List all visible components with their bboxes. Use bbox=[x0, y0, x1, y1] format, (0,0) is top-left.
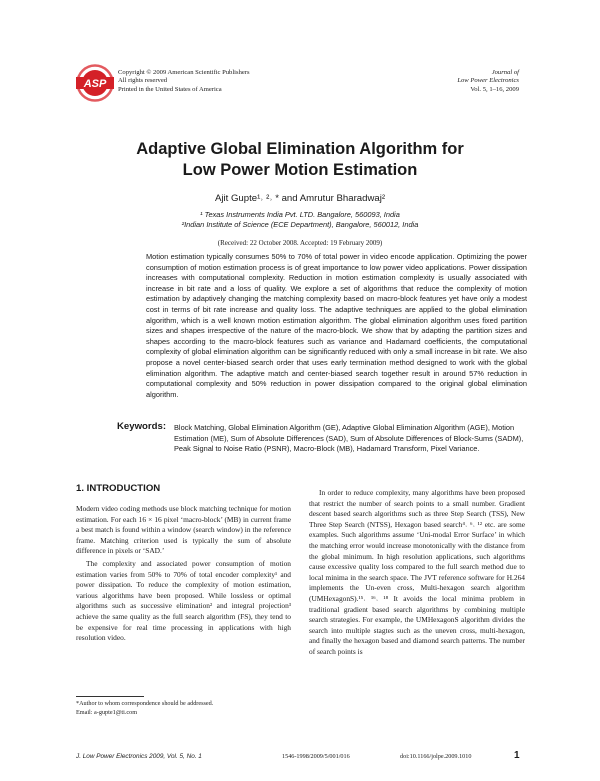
received-dates: (Received: 22 October 2008. Accepted: 19 February 2009) bbox=[217, 239, 383, 247]
footnote-author: *Author to whom correspondence should be addressed. bbox=[76, 700, 214, 707]
affiliation-1: ¹ Texas Instruments India Pvt. LTD. Bangalore, 560093, India bbox=[200, 210, 400, 219]
copyright-line: Copyright © 2009 American Scientific Publishers bbox=[118, 69, 250, 76]
footnote bbox=[76, 700, 291, 717]
footnote-email: Email: a-gupte1@ti.com bbox=[76, 708, 138, 716]
footer-journal: J. Low Power Electronics 2009, Vol. 5, No. 1 bbox=[76, 753, 202, 760]
title-line-2: Low Power Motion Estimation bbox=[182, 161, 418, 179]
abstract: Motion estimation typically consumes 50% to 70% of total power in video encode application. Optimizing the power consumption of motion estimation process is of great importance to low power video applications. Power dissipation increases with computational complexity. Reduction in motion estimation complexity is usually associated with increase in bit rate and a loss of quality. We explore a set of algorithms that reduce the complexity of motion estimation by adaptively changing the matching complexity based on macro-block features yet have only a modest cost in terms of bit rate increase and quality loss. The adaptive techniques are applied to the global elimination algorithm, which is a well known motion estimation algorithm. The global elimination algorithm uses fixed partition sizes and shapes irrespective of the nature of the macro-block. We show that by adapting the partition sizes and shapes according to the macro-block features such as variance and Hadamard coefficients, the computational complexity of global elimination algorithm can be significantly reduced with only a small increase in bit rate. We also propose a novel center-biased search order that uses early termination method designed to work with the global elimination algorithm. The adaptive match and center-biased search together result in around 57% reduction in computational complexity and 50% reduction in power dissipation compared to the original global elimination algorithm. bbox=[146, 252, 527, 399]
footer-issn: 1546-1998/2009/5/001/016 bbox=[282, 753, 350, 760]
journal-of: Journal of bbox=[491, 69, 519, 76]
paper-title bbox=[0, 139, 600, 181]
keywords-label: Keywords: bbox=[117, 421, 167, 432]
printed-line: Printed in the United States of America bbox=[118, 85, 222, 93]
keywords-text: Block Matching, Global Elimination Algorithm (GE), Adaptive Global Elimination Algorithm (AGE), Motion Estimation (ME), Sum of Absolute Differences (SAD), Sum of Absolute Differences of Block-Sums (SADM), Peak Signal to Noise Ratio (PSNR), Macro-Block (MB), Hadamard Transform, Pixel Variance. bbox=[174, 423, 524, 454]
logo-text: ASP bbox=[83, 78, 107, 90]
intro-paragraph-3: In order to reduce complexity, many algorithms have been proposed that restrict the number of search points to a small number. Gradient descent based search algorithms such as three Step Search (TSS), New Three Step Search (NTSS), Hexagon based search⁴˒ ⁶˒ ¹² etc. are some examples. Such algorithms assume ‘Uni-modal Error Surface’ in which the matching error would increase monotonically with the distance from the global minimum. In high resolution applications, such algorithms cause excessive quality loss compared to the full search method due to local minima in the search space. The JVT reference software for H.264 implements the Un-even cross, Multi-hexagon search algorithm (UMHexagonS).¹⁵˒ ¹⁶˒ ¹⁸ It avoids the local minima problem in traditional gradient based search algorithms by combining multiple search strategies. For example, the UMHexagonS algorithm divides the search into multiple stagtes such as the uneven cross, multi-hexagon, and finally the hexagon based and diamond search patterns. The number of search points is bbox=[309, 488, 525, 656]
intro-paragraph-2: The complexity and associated power consumption of motion estimation varies from 50% to 70% of total encoder complexity¹ and power dissipation. To reduce the complexity of motion estimation, various algorithms have been proposed. While lossless or optimal algorithms such as successive elimination² and integral projection³ achieve the same quality as the full search algorithm (FS), they tend to be expensive for real time processing in applications with high resolution video. bbox=[76, 558, 291, 643]
left-column bbox=[76, 504, 291, 646]
page-number: 1 bbox=[514, 750, 520, 761]
journal-volume: Vol. 5, 1–16, 2009 bbox=[470, 85, 519, 93]
title-line-1: Adaptive Global Elimination Algorithm for bbox=[136, 140, 464, 158]
journal-info bbox=[457, 69, 519, 94]
journal-name: Low Power Electronics bbox=[457, 77, 519, 85]
intro-paragraph-1: Modern video coding methods use block matching technique for motion estimation. For each 16 × 16 pixel ‘macro-block’ (MB) in current frame a best match is found within a window (search window) in the reference frame. Matching criterion used is typically the sum of absolute difference in pixels or ‘SAD.’ bbox=[76, 504, 291, 556]
footnote-rule bbox=[76, 696, 144, 697]
affiliation-2: ²Indian Institute of Science (ECE Department), Bangalore, 560012, India bbox=[181, 220, 419, 229]
section-heading: 1. INTRODUCTION bbox=[76, 483, 161, 494]
asp-logo bbox=[76, 64, 114, 102]
right-column bbox=[309, 488, 525, 660]
rights-line: All rights reserved bbox=[118, 77, 168, 85]
footer-doi: doi:10.1166/jolpe.2009.1010 bbox=[400, 753, 472, 760]
copyright-block bbox=[118, 69, 250, 94]
authors: Ajit Gupte¹˒ ²˒ * and Amrutur Bharadwaj² bbox=[214, 193, 386, 204]
